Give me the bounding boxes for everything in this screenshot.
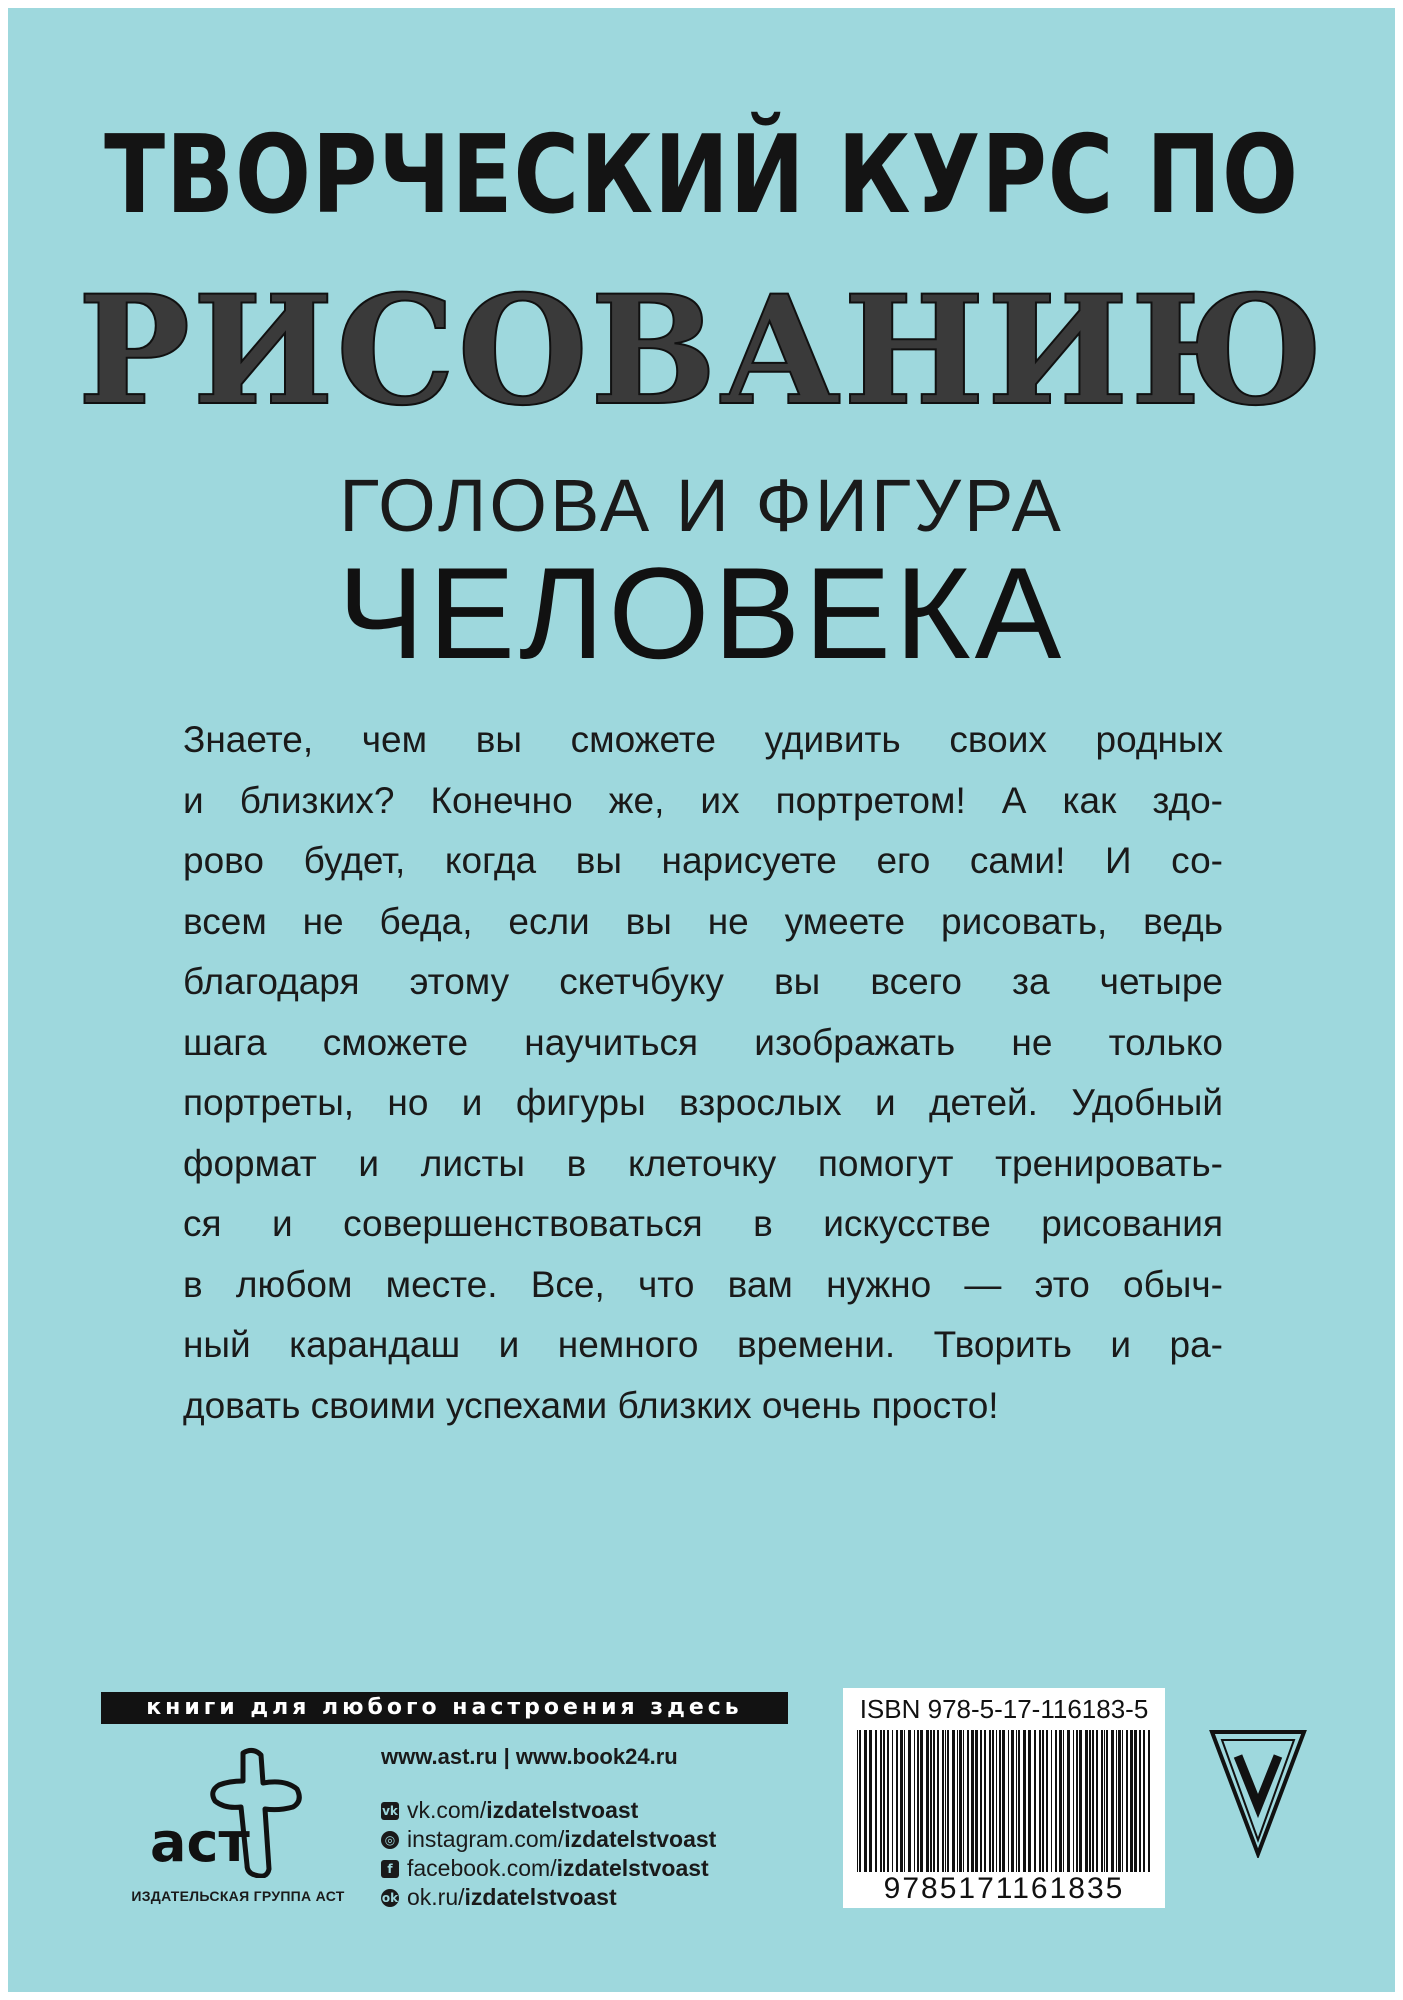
social-link-odnoklassniki[interactable] <box>381 1883 716 1912</box>
blurb-line: шага сможете научиться изображать не только <box>183 1021 1223 1063</box>
social-link-facebook[interactable] <box>381 1854 716 1883</box>
blurb-line: Знаете, чем вы сможете удивить своих родных <box>183 719 1223 760</box>
social-handle: izdatelstvoast <box>464 1884 617 1910</box>
social-prefix: instagram.com/ <box>407 1826 565 1852</box>
isbn-number: ISBN 978-5-17-116183-5 <box>859 1694 1149 1724</box>
vk-icon: vk <box>382 1803 398 1818</box>
blurb-line: всем не беда, если вы не умеете рисовать, ведь <box>183 900 1223 942</box>
triangle-v-icon <box>1208 1728 1308 1858</box>
isbn-barcode-box <box>843 1688 1165 1908</box>
odnoklassniki-icon: ok <box>381 1890 399 1905</box>
ast-logo <box>148 1743 318 1878</box>
blurb-line: ный карандаш и немного времени. Творить и ра- <box>183 1324 1223 1365</box>
logo-text: аст <box>150 1811 250 1874</box>
blurb-line: в любом месте. Все, что вам нужно — это обыч- <box>183 1263 1223 1305</box>
blurb-line: благодаря этому скетчбуку вы всего за четыре <box>183 961 1223 1002</box>
social-handle: izdatelstvoast <box>486 1797 639 1823</box>
social-prefix: vk.com/ <box>407 1797 487 1823</box>
instagram-icon: ◎ <box>381 1831 399 1849</box>
subtitle-line-1: ГОЛОВА И ФИГУРА <box>339 464 1064 547</box>
title-line-1: ТВОРЧЕСКИЙ КУРС ПО <box>104 113 1299 238</box>
blurb-line: ся и совершенствоваться в искусстве рисования <box>183 1203 1223 1244</box>
blurb-line: портреты, но и фигуры взрослых и детей. Удобный <box>183 1082 1223 1123</box>
facebook-icon: f <box>381 1860 399 1878</box>
title-line-2: РИСОВАНИЮ <box>77 263 1326 439</box>
social-link-instagram[interactable] <box>381 1825 716 1854</box>
blurb-line: рово будет, когда вы нарисуете его сами! И со- <box>183 840 1223 881</box>
website-links[interactable]: www.ast.ru | www.book24.ru <box>381 1744 678 1769</box>
blurb-line: и близких? Конечно же, их портретом! А как здо- <box>183 779 1223 821</box>
ean-number: 9785171161835 <box>883 1872 1125 1905</box>
social-links <box>381 1796 716 1912</box>
publisher-name: ИЗДАТЕЛЬСКАЯ ГРУППА АСТ <box>131 1888 345 1904</box>
barcode <box>857 1730 1151 1872</box>
blurb-line: формат и листы в клеточку помогут тренировать- <box>183 1142 1223 1184</box>
blurb-text <box>183 710 1223 1436</box>
book-back-cover <box>8 8 1395 1992</box>
subtitle-line-2: ЧЕЛОВЕКА <box>337 540 1066 686</box>
social-prefix: ok.ru/ <box>407 1884 465 1910</box>
social-prefix: facebook.com/ <box>407 1855 557 1881</box>
blurb-line: довать своими успехами близких очень просто! <box>183 1384 999 1426</box>
social-handle: izdatelstvoast <box>556 1855 709 1881</box>
slogan-bar: книги для любого настроения здесь <box>101 1692 788 1724</box>
social-handle: izdatelstvoast <box>564 1826 717 1852</box>
social-link-vk[interactable] <box>381 1796 716 1825</box>
